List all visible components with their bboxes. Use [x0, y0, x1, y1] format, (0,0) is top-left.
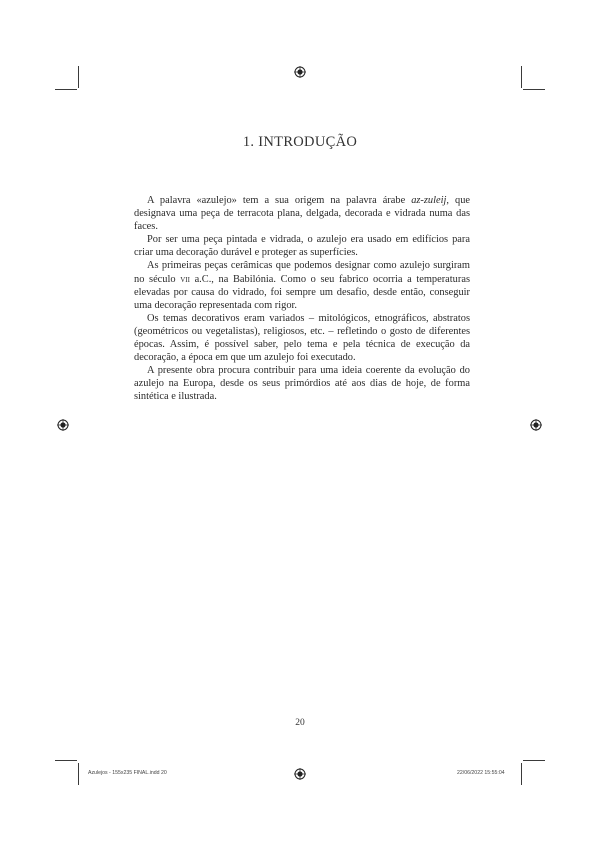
crop-mark	[523, 89, 545, 90]
chapter-heading: 1. INTRODUÇÃO	[242, 134, 358, 150]
paragraph-text: A palavra «azulejo» tem a sua origem na palavra árabe	[147, 195, 412, 206]
paragraph: A presente obra procura contribuir para uma ideia coerente da evolução do azulejo na Europa, desde os seus primórdios até aos dias de hoje, de forma sintética e ilustrada.	[134, 365, 470, 403]
registration-mark-icon	[530, 419, 542, 431]
paragraph: Os temas decorativos eram variados – mitológicos, etnográficos, abstratos (geométricos ou vegetalistas), religiosos, etc. – refletindo o gosto de diferentes épocas. Assim, é possível saber, pelo tema e pela técnica de execução da decoração, a época em que um azulejo foi executado.	[134, 312, 470, 364]
paragraph-text: As primeiras peças cerâmicas que podemos designar como azulejo surgiram no século	[134, 260, 470, 285]
body-text	[134, 194, 470, 404]
crop-mark	[78, 66, 79, 88]
registration-mark-icon	[57, 419, 69, 431]
italic-term: az-zuleij	[411, 195, 447, 206]
page-number: 20	[295, 718, 305, 728]
registration-mark-icon	[294, 66, 306, 78]
crop-mark	[55, 760, 77, 761]
slug-file-name: Azulejos - 155x235 FINAL.indd 20	[88, 770, 167, 776]
paragraph-text: a.C., na Babilónia. Como o seu fabrico ocorria a temperaturas elevadas por causa do vidrado, foi sempre um desafio, desde então, conseguir uma decoração representada com rigor.	[134, 273, 470, 311]
crop-mark	[523, 760, 545, 761]
paragraph	[134, 259, 470, 311]
slug-datetime: 22/06/2022 15:55:04	[457, 770, 505, 776]
paragraph: Por ser uma peça pintada e vidrada, o azulejo era usado em edifícios para criar uma decoração durável e proteger as superfícies.	[134, 234, 470, 259]
crop-mark	[78, 763, 79, 785]
crop-mark	[521, 66, 522, 88]
paragraph	[134, 194, 470, 233]
crop-mark	[55, 89, 77, 90]
paragraph-text: , que designava uma peça de terracota plana, delgada, decorada e vidrada numa das faces.	[134, 195, 471, 233]
registration-mark-icon	[294, 768, 306, 780]
crop-mark	[521, 763, 522, 785]
century-numeral: vii	[180, 273, 190, 285]
